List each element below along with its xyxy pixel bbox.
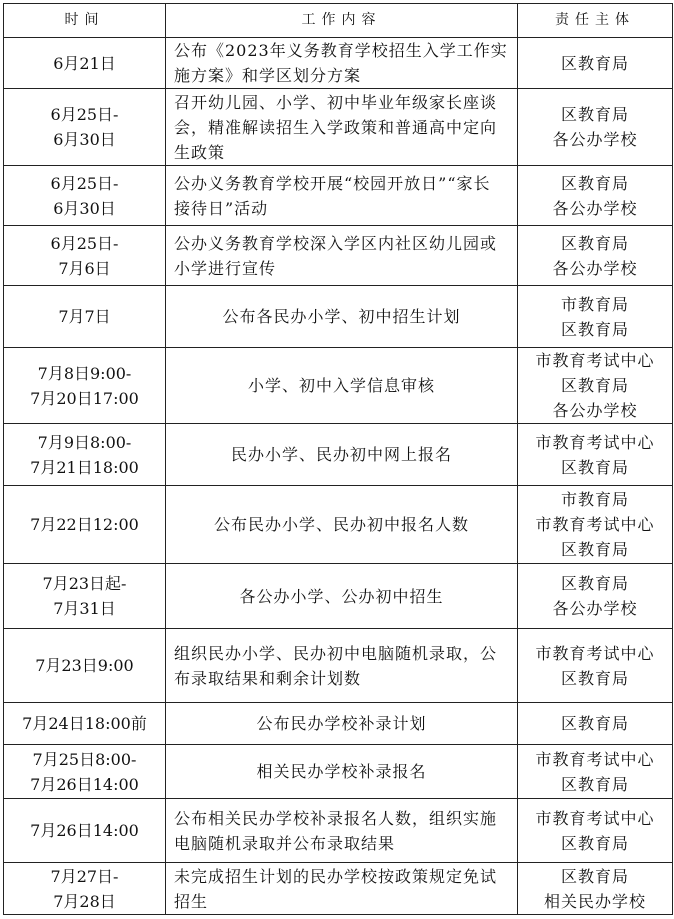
owner-cell-line: 各公办学校 [552,130,638,149]
owner-cell [518,348,673,424]
content-cell-line: 接待日”活动 [174,198,269,218]
time-cell [4,799,166,863]
time-cell-line: 7月26日14:00 [30,821,139,840]
content-cell [166,745,518,799]
table-row [4,564,673,629]
table-row [4,799,673,863]
owner-cell-line: 区教育局 [560,668,629,688]
enrollment-schedule-table [3,3,673,915]
owner-cell-line: 相关民办学校 [543,891,646,911]
owner-cell-line: 市教育考试中心 [535,749,655,769]
owner-cell-line: 市教育考试中心 [535,643,655,663]
content-cell-line: 小学、初中入学信息审核 [247,376,435,395]
content-cell [166,564,518,629]
owner-cell-line: 区教育局 [560,540,629,559]
time-cell-line: 6月30日 [53,198,116,218]
time-cell-line: 6月25日- [50,233,119,253]
time-cell [4,486,166,564]
header-time: 时间 [4,4,166,38]
time-cell-line: 7月21日18:00 [30,457,139,477]
time-cell-line: 7月25日8:00- [32,749,137,769]
time-cell-line: 6月21日 [53,53,116,73]
owner-cell [518,629,673,703]
owner-cell-line: 各公办学校 [552,599,638,618]
content-cell-line: 公布民办小学、民办初中报名人数 [213,515,469,534]
table-row [4,703,673,745]
content-cell [166,226,518,286]
time-cell-line: 7月6日 [58,258,111,278]
owner-cell [518,166,673,226]
time-cell [4,89,166,166]
owner-cell-line: 区教育局 [560,53,629,73]
owner-cell-line: 各公办学校 [552,258,638,278]
content-cell-line: 布录取结果和剩余计划数 [174,668,362,688]
owner-cell-line: 区教育局 [560,714,629,733]
content-cell-line: 招生 [174,891,209,911]
time-cell-line: 7月23日起- [42,574,127,593]
time-cell-line: 7月20日17:00 [30,388,139,408]
content-cell [166,703,518,745]
time-cell-line: 7月23日9:00 [35,656,134,675]
time-cell [4,703,166,745]
owner-cell [518,745,673,799]
owner-cell-line: 区教育局 [560,105,629,124]
table-row [4,629,673,703]
owner-cell [518,486,673,564]
owner-cell-line: 区教育局 [560,457,629,477]
time-cell [4,226,166,286]
content-cell-line: 公布相关民办学校补录报名人数，组织实施 [174,808,498,828]
content-cell-line: 公布各民办小学、初中招生计划 [222,307,461,326]
content-cell-line: 施方案》和学区划分方案 [174,66,362,85]
owner-cell-line: 区教育局 [560,774,629,794]
content-cell [166,424,518,486]
time-cell [4,629,166,703]
owner-cell [518,863,673,915]
content-cell-line: 生政策 [174,142,226,162]
time-cell-line: 7月7日 [58,307,111,326]
owner-cell [518,424,673,486]
time-cell [4,286,166,348]
owner-cell-line: 区教育局 [560,173,629,193]
content-cell-line: 会，精准解读招生入学政策和普通高中定向 [174,117,498,137]
table-row [4,486,673,564]
content-cell [166,38,518,89]
time-cell-line: 7月9日8:00- [37,432,132,452]
owner-cell [518,226,673,286]
content-cell [166,486,518,564]
time-cell-line: 7月26日14:00 [30,774,139,794]
owner-cell-line: 市教育考试中心 [535,808,655,828]
time-cell [4,564,166,629]
owner-cell [518,799,673,863]
content-cell [166,166,518,226]
table-header-row [4,4,673,38]
content-cell [166,629,518,703]
time-cell-line: 7月31日 [53,599,116,618]
time-cell-line: 7月22日12:00 [30,515,139,534]
content-cell [166,89,518,166]
content-cell-line: 电脑随机录取并公布录取结果 [174,833,396,853]
table-row [4,166,673,226]
time-cell [4,863,166,915]
content-cell-line: 召开幼儿园、小学、初中毕业年级家长座谈 [174,92,498,112]
owner-cell [518,703,673,745]
content-cell-line: 公办义务教育学校开展“校园开放日”“家长 [174,173,491,193]
content-cell-line: 相关民办学校补录报名 [256,762,427,781]
owner-cell [518,38,673,89]
content-cell-line: 民办小学、民办初中网上报名 [230,445,452,464]
time-cell-line: 6月25日- [50,173,119,193]
content-cell-line: 未完成招生计划的民办学校按政策规定免试 [174,866,498,886]
owner-cell-line: 区教育局 [560,376,629,395]
table-row [4,226,673,286]
table-row [4,89,673,166]
table-row [4,38,673,89]
time-cell-line: 6月30日 [53,130,116,149]
time-cell [4,745,166,799]
table-row [4,745,673,799]
owner-cell-line: 市教育局 [560,490,629,509]
table-row [4,863,673,915]
table-body [4,38,673,915]
content-cell [166,348,518,424]
content-cell [166,286,518,348]
time-cell-line: 6月25日- [50,105,119,124]
time-cell-line: 7月24日18:00前 [22,714,147,733]
content-cell [166,799,518,863]
owner-cell-line: 市教育考试中心 [535,351,655,370]
content-cell-line: 各公办小学、公办初中招生 [239,586,444,606]
content-cell [166,863,518,915]
header-owner: 责任主体 [518,4,673,38]
owner-cell-line: 各公办学校 [552,401,638,420]
time-cell [4,424,166,486]
content-cell-line: 小学进行宣传 [174,258,277,278]
time-cell [4,166,166,226]
owner-cell-line: 区教育局 [560,574,629,593]
owner-cell-line: 市教育考试中心 [535,432,655,452]
owner-cell [518,89,673,166]
owner-cell-line: 市教育局 [560,294,629,314]
owner-cell-line: 市教育考试中心 [535,515,655,534]
owner-cell-line: 区教育局 [560,233,629,253]
content-cell-line: 公布《2023年义务教育学校招生入学工作实 [174,41,508,60]
time-cell-line: 7月27日- [50,866,119,886]
content-cell-line: 公布民办学校补录计划 [256,714,427,733]
table-row [4,348,673,424]
time-cell-line: 7月8日9:00- [37,363,132,383]
owner-cell-line: 各公办学校 [552,198,638,218]
owner-cell [518,286,673,348]
table-row [4,424,673,486]
time-cell [4,348,166,424]
owner-cell-line: 区教育局 [560,319,629,339]
header-content: 工作内容 [166,4,518,38]
owner-cell [518,564,673,629]
time-cell-line: 7月28日 [53,891,116,911]
table-row [4,286,673,348]
content-cell-line: 公办义务教育学校深入学区内社区幼儿园或 [174,233,498,253]
owner-cell-line: 区教育局 [560,866,629,886]
content-cell-line: 组织民办小学、民办初中电脑随机录取，公 [174,643,498,663]
time-cell [4,38,166,89]
owner-cell-line: 区教育局 [560,833,629,853]
